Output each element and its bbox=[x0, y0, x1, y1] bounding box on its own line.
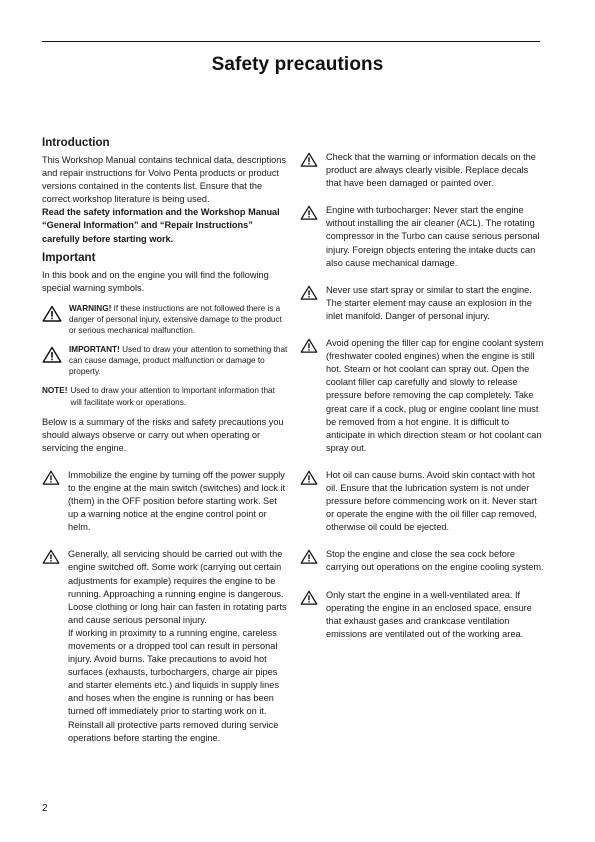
warning-item-paragraph: Generally, all servicing should be carried out with the engine switched off. Some work (carrying out certain adjustments for example) requires the engine to be running. Approaching a running engine is dangerous. Loose clothing or long hair can fasten in rotating parts and cause serious personal injury. bbox=[68, 549, 287, 625]
warning-icon bbox=[300, 337, 326, 353]
top-rule bbox=[42, 41, 540, 42]
warning-icon bbox=[42, 303, 69, 322]
warning-icon bbox=[42, 548, 68, 564]
important-text: Used to draw your attention to something that can cause damage, product malfunction or damage to property. bbox=[69, 345, 288, 377]
warning-item-paragraph: If working in proximity to a running engine, careless movements or a dropped tool can result in personal injury. Avoid burns. Take precautions to avoid hot surfaces (exhausts, turbochargers, charge air pipes and starter elements etc.) and liquids in supply lines and hoses when the engine is running or has been turned off immediately prior to starting work on it. Reinstall all protective parts removed during service operations before starting the engine. bbox=[68, 627, 279, 743]
important-definition bbox=[69, 344, 288, 377]
warning-icon bbox=[300, 151, 326, 167]
page-number: 2 bbox=[42, 803, 48, 814]
warning-item-text bbox=[68, 548, 288, 744]
warning-icon bbox=[300, 589, 326, 605]
warning-icon bbox=[42, 344, 69, 363]
warning-item bbox=[300, 204, 546, 269]
warning-text: If these instructions are not followed there is a danger of personal injury, extensive damage to the product or serious mechanical malfunction. bbox=[69, 303, 282, 336]
warning-item bbox=[300, 337, 546, 455]
warning-item bbox=[300, 548, 546, 574]
warning-symbol-row bbox=[42, 303, 288, 336]
note-text: Used to draw your attention to important information that will facilitate work or operations. bbox=[70, 386, 275, 407]
warning-item-text: Only start the engine in a well-ventilated area. If operating the engine in an enclosed space, ensure that exhaust gases and crankcase ventilation emissions are ventilated out of the working area. bbox=[326, 589, 532, 639]
important-symbol-row bbox=[42, 344, 288, 377]
warning-item bbox=[42, 469, 288, 534]
warning-item bbox=[300, 589, 546, 641]
warning-item bbox=[300, 284, 546, 323]
important-body: In this book and on the engine you will find the following special warning symbols. bbox=[42, 269, 269, 293]
left-column bbox=[42, 136, 288, 745]
warning-item bbox=[42, 548, 288, 744]
warning-item-text: Check that the warning or information decals on the product are always clearly visible. Replace decals that have been damaged or painted over. bbox=[326, 152, 536, 189]
warning-item-text: Never use start spray or similar to start the engine. The starter element may cause an explosion in the inlet manifold. Danger of personal injury. bbox=[326, 284, 532, 321]
warning-icon bbox=[300, 469, 326, 485]
warning-icon bbox=[300, 548, 326, 564]
introduction-bold-note: Read the safety information and the Workshop Manual “General Information” and “Repair Instructions” carefully before starting work. bbox=[42, 207, 280, 244]
warning-item-text: Stop the engine and close the sea cock before carrying out operations on the engine cooling system. bbox=[326, 549, 544, 573]
introduction-heading: Introduction bbox=[42, 136, 110, 149]
important-heading: Important bbox=[42, 250, 96, 264]
introduction-body: This Workshop Manual contains technical data, descriptions and repair instructions for Volvo Penta products or product versions contained in the contents list. Ensure that the correct workshop literature is being used. bbox=[42, 155, 286, 205]
warning-definition bbox=[69, 303, 288, 336]
right-column bbox=[300, 151, 546, 641]
page-title: Safety precautions bbox=[211, 54, 384, 75]
warning-item bbox=[300, 469, 546, 534]
warning-label: WARNING! bbox=[69, 303, 112, 313]
warning-item-text: Immobilize the engine by turning off the power supply to the engine at the main switch (switches) and lock it (them) in the OFF position before starting work. Set up a warning notice at the engine control point or helm. bbox=[68, 469, 286, 533]
warning-item-text: Hot oil can cause burns. Avoid skin contact with hot oil. Ensure that the lubrication system is not under pressure before commencing work on it. Never start or operate the engine with the oil filler cap removed, otherwise oil could be ejected. bbox=[326, 469, 537, 533]
note-label: NOTE! bbox=[42, 386, 68, 396]
warning-icon bbox=[300, 284, 326, 300]
warning-icon bbox=[42, 469, 68, 485]
warning-icon bbox=[300, 204, 326, 220]
important-label: IMPORTANT! bbox=[69, 345, 120, 355]
warning-item-text: Avoid opening the filler cap for engine coolant system (freshwater cooled engines) when the engine is still hot. Steam or hot coolant can spray out. Open the coolant filler cap carefully and slowly to release pressure before removing the cap completely. Take great care if a cock, plug or engine coolant line must be removed from a hot engine. It is difficult to anticipate in which direction steam or hot coolant can spray out. bbox=[326, 338, 544, 453]
warning-item-text: Engine with turbocharger: Never start the engine without installing the air cleaner (ACL). The rotating compressor in the Turbo can cause serious personal injury. Foreign objects entering the intake ducts can also cause mechanical damage. bbox=[326, 205, 540, 268]
warning-item bbox=[300, 151, 546, 190]
summary-text: Below is a summary of the risks and safety precautions you should always observe or carry out when operating or servicing the engine. bbox=[42, 416, 284, 453]
note-row bbox=[42, 385, 288, 407]
